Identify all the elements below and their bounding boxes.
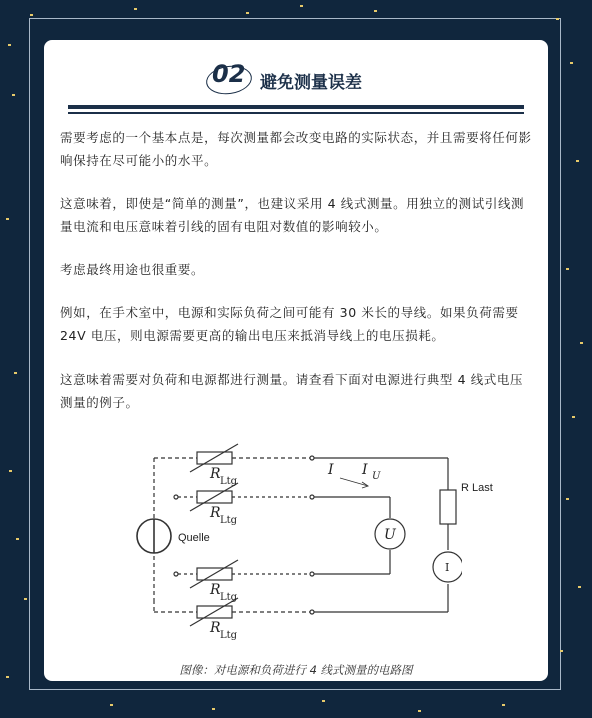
lead-resistor-1-label: R bbox=[210, 466, 221, 482]
voltmeter-label: U bbox=[384, 527, 396, 543]
voltage-current-label: I bbox=[362, 462, 368, 478]
paragraph-1: 需要考虑的一个基本点是，每次测量都会改变电路的实际状态，并且需要将任何影响保持在尽可能小的水平。 bbox=[60, 130, 532, 168]
lead-resistor-2-sub: Ltg bbox=[220, 515, 238, 526]
section-number: 02 bbox=[212, 60, 246, 88]
source-label: Quelle bbox=[178, 532, 210, 544]
lead-resistor-1-sub: Ltg bbox=[220, 476, 238, 487]
current-label: I bbox=[328, 462, 334, 478]
voltage-current-sub: U bbox=[372, 471, 381, 482]
paragraph-5: 这意味着需要对负荷和电源都进行测量。请查看下面对电源进行典型 4 线式电压测量的例子。 bbox=[60, 372, 524, 410]
content-card bbox=[44, 40, 548, 681]
lead-resistor-2-label: R bbox=[210, 505, 221, 521]
paragraph-4: 例如，在手术室中，电源和实际负荷之间可能有 30 米长的导线。如果负荷需要 24V 电压，则电源需要更高的输出电压来抵消导线上的电压损耗。 bbox=[60, 305, 519, 343]
section-title: 避免测量误差 bbox=[260, 73, 362, 93]
lead-resistor-4-sub: Ltg bbox=[220, 630, 238, 641]
paragraph-3: 考虑最终用途也很重要。 bbox=[60, 262, 205, 277]
paragraph-2: 这意味着，即使是“简单的测量”，也建议采用 4 线式测量。用独立的测试引线测量电流和电压意味着引线的固有电阻对数值的影响较小。 bbox=[60, 196, 525, 234]
header-rule-thin bbox=[68, 112, 524, 114]
lead-resistor-3-label: R bbox=[210, 582, 221, 598]
section-header bbox=[44, 60, 548, 100]
figure-caption: 图像：对电源和负荷进行 4 线式测量的电路图 bbox=[179, 663, 413, 677]
lead-resistor-4-label: R bbox=[210, 620, 221, 636]
four-wire-circuit-diagram bbox=[122, 438, 462, 650]
lead-resistor-3-sub: Ltg bbox=[220, 592, 238, 603]
load-resistor-label: R Last bbox=[461, 482, 493, 494]
ammeter-label: I bbox=[445, 561, 450, 574]
header-rule-thick bbox=[68, 105, 524, 109]
